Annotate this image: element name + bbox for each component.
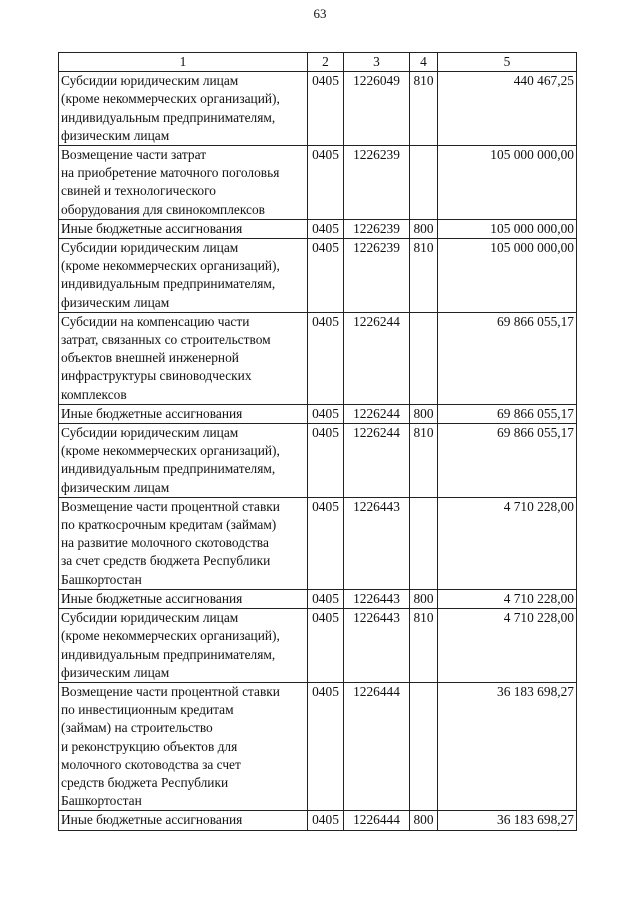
- row-amount: 440 467,25: [438, 72, 577, 146]
- row-code: 1226443: [344, 497, 410, 589]
- row-section: 0405: [308, 239, 344, 313]
- table-row: [59, 219, 577, 238]
- row-section: 0405: [308, 312, 344, 404]
- row-type: 800: [410, 811, 438, 830]
- row-code: 1226239: [344, 219, 410, 238]
- row-name: Возмещение части затрат на приобретение маточного поголовья свиней и технологического оборудования для свинокомплексов: [59, 146, 308, 220]
- table-row: [59, 312, 577, 404]
- row-section: 0405: [308, 497, 344, 589]
- column-header-2: 2: [308, 53, 344, 72]
- row-amount: 105 000 000,00: [438, 219, 577, 238]
- row-type: [410, 146, 438, 220]
- row-type: [410, 312, 438, 404]
- table-header-row: [59, 53, 577, 72]
- row-code: 1226049: [344, 72, 410, 146]
- row-code: 1226443: [344, 609, 410, 683]
- row-code: 1226444: [344, 682, 410, 810]
- budget-table: [58, 52, 577, 831]
- row-code: 1226239: [344, 146, 410, 220]
- row-section: 0405: [308, 424, 344, 498]
- table-row: [59, 424, 577, 498]
- row-name: Иные бюджетные ассигнования: [59, 404, 308, 423]
- row-type: 800: [410, 219, 438, 238]
- column-header-5: 5: [438, 53, 577, 72]
- row-amount: 4 710 228,00: [438, 589, 577, 608]
- row-name: Субсидии юридическим лицам (кроме некоммерческих организаций), индивидуальным предпринимателям, физическим лицам: [59, 609, 308, 683]
- row-type: 810: [410, 424, 438, 498]
- table-row: [59, 72, 577, 146]
- page-number: 63: [313, 6, 327, 21]
- row-name: Субсидии юридическим лицам (кроме некоммерческих организаций), индивидуальным предпринимателям, физическим лицам: [59, 72, 308, 146]
- row-code: 1226239: [344, 239, 410, 313]
- row-amount: 36 183 698,27: [438, 682, 577, 810]
- row-code: 1226244: [344, 404, 410, 423]
- row-amount: 105 000 000,00: [438, 239, 577, 313]
- row-type: 810: [410, 609, 438, 683]
- row-code: 1226443: [344, 589, 410, 608]
- row-section: 0405: [308, 219, 344, 238]
- table-row: [59, 682, 577, 810]
- row-amount: 69 866 055,17: [438, 312, 577, 404]
- row-code: 1226244: [344, 424, 410, 498]
- column-header-4: 4: [410, 53, 438, 72]
- row-section: 0405: [308, 72, 344, 146]
- table-row: [59, 589, 577, 608]
- row-name: Субсидии юридическим лицам (кроме некоммерческих организаций), индивидуальным предпринимателям, физическим лицам: [59, 424, 308, 498]
- row-name: Иные бюджетные ассигнования: [59, 589, 308, 608]
- row-type: [410, 497, 438, 589]
- row-section: 0405: [308, 609, 344, 683]
- row-name: Субсидии на компенсацию части затрат, связанных со строительством объектов внешней инженерной инфраструктуры свиноводческих комплексов: [59, 312, 308, 404]
- row-code: 1226244: [344, 312, 410, 404]
- row-amount: 4 710 228,00: [438, 497, 577, 589]
- row-amount: 105 000 000,00: [438, 146, 577, 220]
- row-type: 810: [410, 72, 438, 146]
- row-name: Возмещение части процентной ставки по инвестиционным кредитам (займам) на строительство и реконструкцию объектов для молочного скотоводства за счет средств бюджета Республики Башкортостан: [59, 682, 308, 810]
- row-name: Иные бюджетные ассигнования: [59, 811, 308, 830]
- row-amount: 36 183 698,27: [438, 811, 577, 830]
- row-name: Возмещение части процентной ставки по краткосрочным кредитам (займам) на развитие молочного скотоводства за счет средств бюджета Республики Башкортостан: [59, 497, 308, 589]
- table-row: [59, 609, 577, 683]
- row-name: Иные бюджетные ассигнования: [59, 219, 308, 238]
- row-name: Субсидии юридическим лицам (кроме некоммерческих организаций), индивидуальным предпринимателям, физическим лицам: [59, 239, 308, 313]
- row-section: 0405: [308, 589, 344, 608]
- row-type: 810: [410, 239, 438, 313]
- row-section: 0405: [308, 146, 344, 220]
- table-row: [59, 497, 577, 589]
- row-amount: 69 866 055,17: [438, 404, 577, 423]
- column-header-1: 1: [59, 53, 308, 72]
- table-row: [59, 239, 577, 313]
- column-header-3: 3: [344, 53, 410, 72]
- row-amount: 4 710 228,00: [438, 609, 577, 683]
- row-section: 0405: [308, 404, 344, 423]
- row-amount: 69 866 055,17: [438, 424, 577, 498]
- row-section: 0405: [308, 811, 344, 830]
- table-row: [59, 811, 577, 830]
- row-code: 1226444: [344, 811, 410, 830]
- row-section: 0405: [308, 682, 344, 810]
- row-type: 800: [410, 404, 438, 423]
- row-type: 800: [410, 589, 438, 608]
- table-row: [59, 146, 577, 220]
- table-row: [59, 404, 577, 423]
- row-type: [410, 682, 438, 810]
